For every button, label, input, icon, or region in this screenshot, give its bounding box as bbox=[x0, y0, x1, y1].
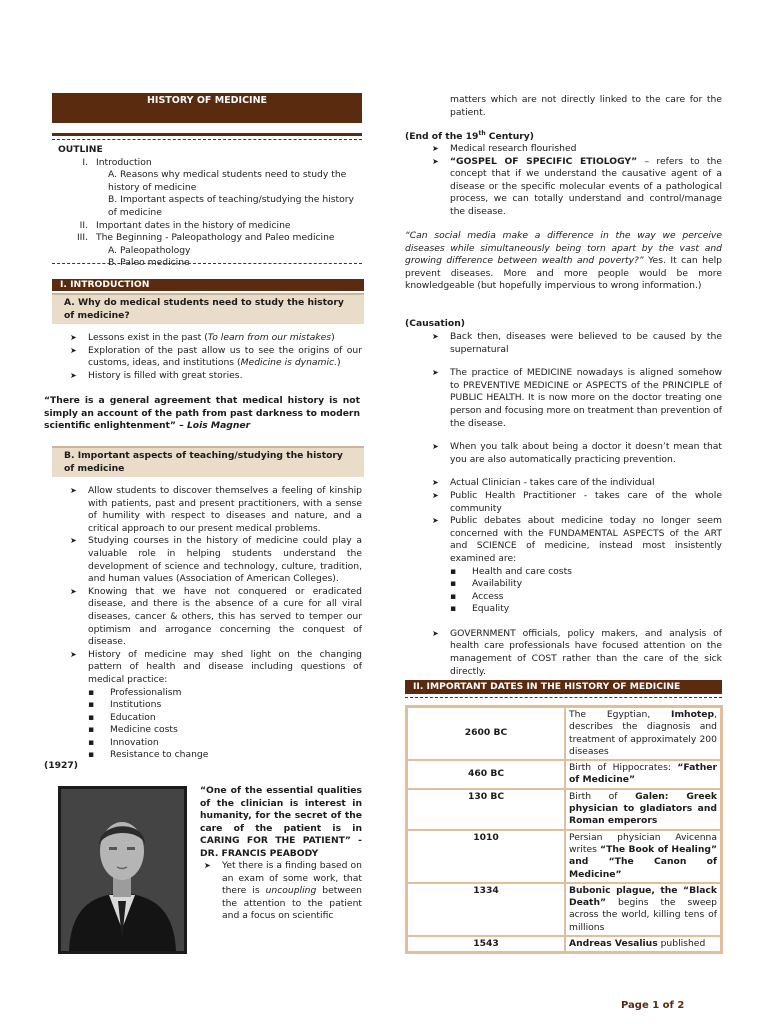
outline-subitem: B. Important aspects of teaching/studying the history of medicine bbox=[108, 194, 354, 218]
outline-subitem: A. Paleopathology bbox=[108, 244, 191, 256]
magner-quote: “There is a general agreement that medical history is not simply an account of the path from past darkness to modern scientific enlightenment” – Lois Magner bbox=[44, 395, 360, 432]
list-item: ▪ Resistance to change bbox=[86, 749, 362, 762]
section-b-heading: B. Important aspects of teaching/studying the history of medicine bbox=[52, 446, 364, 477]
dates-heading: II. IMPORTANT DATES IN THE HISTORY OF MEDICINE bbox=[405, 680, 722, 694]
outline-subitem: B. Paleo medicine bbox=[108, 257, 190, 269]
list-item: ▪ Professionalism bbox=[86, 687, 362, 700]
outline-item: III. The Beginning - Paleopathology and Paleo medicine bbox=[76, 232, 335, 244]
table-row bbox=[407, 760, 721, 789]
document-title: HISTORY OF MEDICINE bbox=[52, 93, 362, 123]
list-item: ➤ Public Health Practitioner - takes care of the whole community bbox=[426, 490, 722, 515]
table-row bbox=[407, 936, 721, 952]
list-item: ▪ Education bbox=[86, 712, 362, 725]
list-item: ➤ Knowing that we have not conquered or eradicated disease, and there is the absence of a cure for all viral diseases, cancer & others, this has served to temper our optimism and arrogance concerning the conquest of disease. bbox=[64, 586, 362, 649]
list-item: ➤ When you talk about being a doctor it doesn’t mean that you are also automatically practicing prevention. bbox=[426, 441, 722, 466]
list-item: ▪ Medicine costs bbox=[86, 724, 362, 737]
event-cell: The Egyptian, Imhotep, describes the diagnosis and treatment of approximately 200 diseases bbox=[565, 707, 721, 760]
date-cell: 1543 bbox=[407, 936, 565, 952]
page-number: Page 1 of 2 bbox=[621, 1000, 685, 1011]
year-label: (1927) bbox=[44, 760, 78, 771]
date-cell: 2600 BC bbox=[407, 707, 565, 760]
table-row bbox=[407, 707, 721, 760]
date-cell: 1334 bbox=[407, 883, 565, 936]
list-item: ➤ Exploration of the past allow us to see the origins of our customs, ideas, and institutions (Medicine is dynamic.) bbox=[64, 345, 362, 370]
list-item: ➤ Yet there is a finding based on an exam of some work, that there is uncoupling between the attention to the patient and a focus on scientific bbox=[198, 860, 362, 923]
event-cell: Bubonic plague, the “Black Death” begins the sweep across the world, killing tens of millions bbox=[565, 883, 721, 936]
date-cell: 460 BC bbox=[407, 760, 565, 789]
portrait-image bbox=[61, 789, 184, 951]
outline-item: I. Introduction bbox=[82, 156, 152, 168]
list-item: ➤ Public debates about medicine today no longer seem concerned with the FUNDAMENTAL ASPECTS of the ART and SCIENCE of medicine, instead most insistently examined are: bbox=[426, 515, 722, 565]
date-cell: 1010 bbox=[407, 830, 565, 883]
section-a-heading: A. Why do medical students need to study the history of medicine? bbox=[52, 293, 364, 324]
event-cell: Birth of Hippocrates: “Father of Medicine” bbox=[565, 760, 721, 789]
event-cell: Andreas Vesalius published bbox=[565, 936, 721, 952]
list-item: ➤ Actual Clinician - takes care of the individual bbox=[426, 477, 722, 490]
causation-bullets bbox=[426, 331, 722, 678]
outline-subitem: A. Reasons why medical students need to study the history of medicine bbox=[108, 169, 347, 193]
list-item: ▪ Access bbox=[448, 591, 722, 604]
outline-item: II. Important dates in the history of medicine bbox=[79, 219, 291, 231]
continued-text: matters which are not directly linked to the care for the patient. bbox=[450, 94, 722, 118]
social-media-paragraph: “Can social media make a difference in the way we perceive diseases while simultaneously being torn apart by the vast and growing difference between wealth and poverty?” Yes. It can help prevent diseases. More and more people would be more knowledgeable (but hopefully impervious to wrong information.) bbox=[405, 230, 722, 292]
list-item: ➤ Studying courses in the history of medicine could play a valuable role in helping students understand the development of science and technology, culture, tradition, and human values (Association of American Colleges). bbox=[64, 535, 362, 585]
outline-heading: OUTLINE bbox=[58, 144, 103, 155]
list-item: ➤ History is filled with great stories. bbox=[64, 370, 362, 383]
list-item: ▪ Availability bbox=[448, 578, 722, 591]
list-item: ➤ “GOSPEL OF SPECIFIC ETIOLOGY” – refers to the concept that if we understand the causative agent of a disease or the specific molecular events of a pathological process, we can totally understand and control/manage the disease. bbox=[426, 156, 722, 219]
section-b-bullets bbox=[64, 485, 362, 762]
peabody-bullet bbox=[222, 860, 362, 923]
causation-heading: (Causation) bbox=[405, 318, 465, 329]
section-a-bullets bbox=[64, 332, 362, 382]
peabody-quote: “One of the essential qualities of the clinician is interest in humanity, for the secret of the care of the patient is in CARING FOR THE PATIENT” - DR. FRANCIS PEABODY bbox=[200, 785, 362, 859]
intro-section bbox=[52, 279, 364, 324]
list-item: ➤ Medical research flourished bbox=[426, 143, 722, 156]
list-item: ➤ History of medicine may shed light on the changing pattern of health and disease including questions of medical practice: bbox=[64, 649, 362, 687]
event-cell: Persian physician Avicenna writes “The Book of Healing” and “The Canon of Medicine” bbox=[565, 830, 721, 883]
table-row bbox=[407, 830, 721, 883]
list-item: ➤ The practice of MEDICINE nowadays is aligned somehow to PREVENTIVE MEDICINE or ASPECTS of the PRINCIPLE of PUBLIC HEALTH. It is now more on the doctor treating one person and focusing more on treatment than prevention of the disease. bbox=[426, 367, 722, 430]
list-item: ➤ GOVERNMENT officials, policy makers, and analysis of health care professionals have focused attention on the management of COST rather than the care of the sick directly. bbox=[426, 628, 722, 678]
section-b bbox=[52, 446, 364, 477]
dates-section bbox=[405, 680, 722, 954]
event-cell: Birth of Galen: Greek physician to gladiators and Roman emperors bbox=[565, 789, 721, 830]
end-19th-heading: (End of the 19th Century) bbox=[405, 129, 534, 142]
intro-heading: I. INTRODUCTION bbox=[52, 279, 364, 291]
list-item: ➤ Lessons exist in the past (To learn from our mistakes) bbox=[64, 332, 362, 345]
list-item: ▪ Innovation bbox=[86, 737, 362, 750]
outline-box bbox=[52, 133, 362, 270]
list-item: ▪ Equality bbox=[448, 603, 722, 616]
list-item: ▪ Health and care costs bbox=[448, 566, 722, 579]
outline-divider bbox=[52, 263, 362, 264]
list-item: ▪ Institutions bbox=[86, 699, 362, 712]
list-item: ➤ Allow students to discover themselves a feeling of kinship with patients, past and present practitioners, with a sense of humility with respect to diseases and nature, and a critical approach to our present medical problems. bbox=[64, 485, 362, 535]
list-item: ➤ Back then, diseases were believed to be caused by the supernatural bbox=[426, 331, 722, 356]
table-row bbox=[407, 789, 721, 830]
date-cell: 130 BC bbox=[407, 789, 565, 830]
table-row bbox=[407, 883, 721, 936]
end-19th-bullets bbox=[426, 143, 722, 219]
peabody-portrait bbox=[58, 786, 187, 954]
dates-table bbox=[405, 705, 723, 954]
